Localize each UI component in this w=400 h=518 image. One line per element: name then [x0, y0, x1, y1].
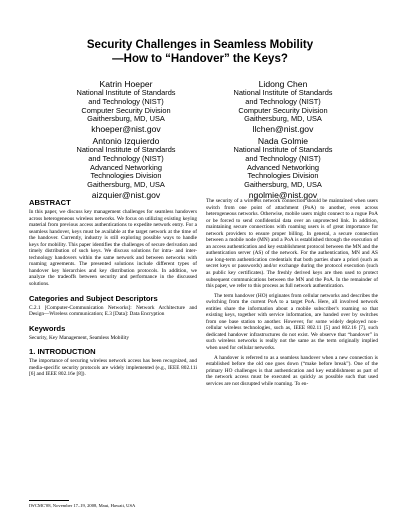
- author-affiliation: National Institute of Standards: [233, 145, 333, 154]
- keywords-text: Security, Key Management, Seamless Mobility: [29, 334, 129, 341]
- abstract-text: In this paper, we discuss key management challenges for seamless handovers across heterogeneous wireless networks. We focus on utilizing existing keying material from previous access authentications to expedite network entry. For a seamless handover, keys must be available at the target network at the time of the handover. Currently, industry is still exploring possible ways to handle keys for mobility. This paper identifies the challenges of secure derivation and timely distribution of such keys. We discuss solutions for intra- and inter-technology handovers within the same network and between networks with roaming agreements. The presented solutions include different types of handover key hierarchies and key distribution protocols. In addition, we analyze the tradeoffs between security and performance in the discussed solutions.: [29, 209, 197, 288]
- author-email: ngolmie@nist.gov: [248, 189, 318, 200]
- abstract-heading: ABSTRACT: [29, 198, 71, 207]
- author-block: [51, 136, 201, 200]
- author-affiliation: Gaithersburg, MD, USA: [87, 180, 165, 190]
- author-name: Katrin Hoeper: [99, 79, 153, 89]
- author-affiliation: and Technology (NIST): [245, 96, 321, 106]
- conference-footer: IWCMC'08, November 17–19, 2008, Maui, Hawaii, USA: [29, 503, 136, 508]
- author-block: [51, 79, 201, 134]
- author-email: llchen@nist.gov: [252, 124, 314, 135]
- introduction-text: The importance of securing wireless network access has been recognized, and media-specific security protocols are widely implemented (e.g., IEEE 802.11i [6] and IEEE 802.16e [8]).: [29, 358, 197, 378]
- author-affiliation: Gaithersburg, MD, USA: [244, 114, 322, 124]
- categories-text: C.2.1 [Computer-Communication Networks]: Network Architecture and Design—Wireless communication; E.3 [Data]: Data Encryption: [29, 304, 197, 318]
- author-name: Lidong Chen: [258, 79, 308, 89]
- footnote-rule: [29, 500, 69, 501]
- author-block: [208, 136, 358, 200]
- author-block: [208, 79, 358, 134]
- author-affiliation: Technologies Division: [90, 171, 162, 181]
- body-paragraph: A handover is referred to as a seamless handover when a new connection is established before the old one goes down (“make before break”). One of the primary HO challenges is that authentication and key establishment as part of the network access must be executed as quickly as possible such that used services are not disrupted while roaming. To en-: [206, 354, 378, 387]
- left-column: [29, 198, 197, 378]
- author-affiliation: Advanced Networking: [90, 162, 162, 172]
- paper-title: [0, 38, 400, 66]
- author-affiliation: Technologies Division: [247, 171, 319, 181]
- author-affiliation: and Technology (NIST): [88, 153, 164, 163]
- introduction-heading: 1. INTRODUCTION: [29, 347, 96, 357]
- author-affiliation: and Technology (NIST): [245, 153, 321, 163]
- author-name: Nada Golmie: [257, 136, 309, 146]
- author-affiliation: Computer Security Division: [81, 105, 171, 115]
- title-line-2: —How to “Handover” the Keys?: [112, 53, 288, 65]
- keywords-heading: Keywords: [29, 323, 66, 333]
- title-line-1: Security Challenges in Seamless Mobility: [86, 39, 314, 51]
- author-email: aizquier@nist.gov: [91, 189, 161, 200]
- author-affiliation: National Institute of Standards: [76, 88, 176, 97]
- author-affiliation: and Technology (NIST): [88, 96, 164, 106]
- right-column: [206, 198, 378, 387]
- author-affiliation: National Institute of Standards: [233, 88, 333, 97]
- author-affiliation: Advanced Networking: [247, 162, 319, 172]
- categories-heading: Categories and Subject Descriptors: [29, 293, 158, 303]
- author-affiliation: Computer Security Division: [238, 105, 328, 115]
- author-affiliation: Gaithersburg, MD, USA: [244, 180, 322, 190]
- author-affiliation: Gaithersburg, MD, USA: [87, 114, 165, 124]
- body-paragraph: The security of a wireless network connection should be maintained when users switch from one point of attachment (PoA) to another, even across heterogeneous networks. Otherwise, mobile users might connect to a rogue PoA or be forced to send confidential data over an unprotected link. In addition, maintaining secure connections with roaming users is of great importance for network providers to ensure proper billing. In general, a secure connection between a mobile node (MN) and a PoA is established through the execution of an access authentication and key establishment protocol between the MN and the authentication server (AS) of the network. For the authentication, MN and AS use long-term authentication credentials that both parties share a priori (such as secret keys or passwords) and/or exchange during the protocol execution (such as public key certificates). The freshly derived keys are then used to protect subsequent communications between the MN and the PoA. In the remainder of this paper, we refer to this process as full network authentication.: [206, 198, 378, 290]
- author-name: Antonio Izquierdo: [92, 136, 160, 146]
- author-affiliation: National Institute of Standards: [76, 145, 176, 154]
- body-paragraph: The term handover (HO) originates from cellular networks and describes the switching from the current PoA to a target PoA. Here, all involved network entities share the information about a mobile subscriber's roaming so that existing keys, together with service information, are handed over by switches from one base station to another. However, for some widely deployed non-cellular wireless technologies, such as, IEEE 802.11 [5] and 802.16 [7], such dedicated handover infrastructures do not exist. We observe that “handover” in such wireless networks is really not the same as the term originally implied when used for cellular networks.: [206, 292, 378, 352]
- author-email: khoeper@nist.gov: [91, 124, 161, 135]
